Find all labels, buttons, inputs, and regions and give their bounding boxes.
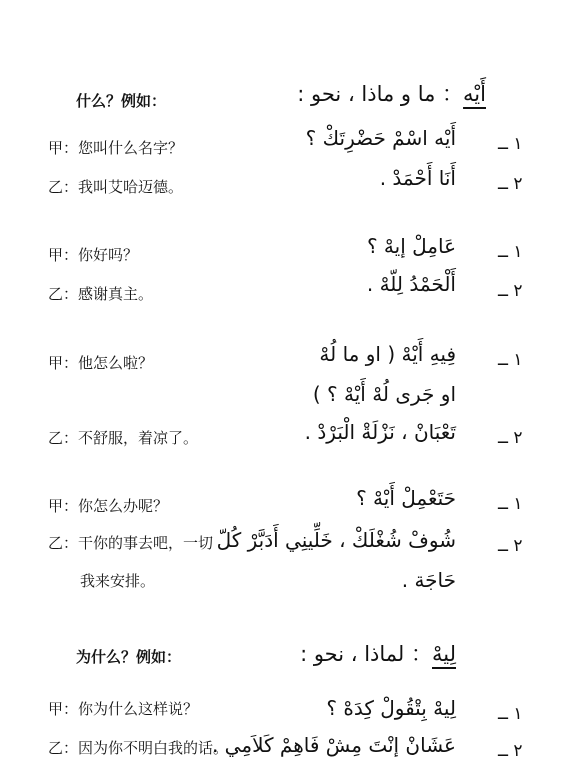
section1-zh-heading: 什么？例如： [76, 92, 167, 110]
section2-zh-heading: 为什么？例如： [76, 648, 182, 666]
dialogue3-a-number: ١ ــ [498, 350, 523, 370]
dialogue5-a-number: ١ ــ [498, 704, 523, 724]
section2-ar-keyword: لِيهْ [432, 642, 456, 666]
dialogue4-b-zh-continued: 我来安排。 [80, 572, 156, 590]
dialogue3-a-ar-continued: او جَرى لُهْ أَيْهْ ؟ ) [312, 382, 456, 406]
dialogue5-b-zh: 乙：因为你不明白我的话。 [48, 739, 229, 757]
section1-ar-keyword: أَيْه [463, 82, 486, 106]
dialogue4-a-number: ١ ــ [498, 494, 523, 514]
dialogue2-b-ar: أَلْحَمْدُ لِلّهْ . [366, 272, 456, 296]
section1-ar-heading-rest: ： ما و ماذا ، نحو : [297, 82, 464, 106]
dialogue2-b-zh: 乙：感谢真主。 [48, 285, 154, 303]
dialogue3-b-number: ٢ ــ [498, 428, 523, 448]
dialogue3-a-zh: 甲：他怎么啦？ [48, 354, 154, 372]
dialogue2-b-number: ٢ ــ [498, 281, 523, 301]
dialogue5-b-number: ٢ ــ [498, 741, 523, 761]
dialogue3-b-zh: 乙：不舒服，着凉了。 [48, 429, 199, 447]
dialogue1-a-zh: 甲：您叫什么名字？ [48, 139, 184, 157]
dialogue2-a-ar: عَامِلْ إيهْ ؟ [366, 234, 456, 258]
dialogue2-a-zh: 甲：你好吗？ [48, 246, 139, 264]
dialogue4-a-zh: 甲：你怎么办呢？ [48, 497, 169, 515]
dialogue1-b-ar: أَنَا أَحْمَدْ . [379, 166, 456, 190]
dialogue5-a-ar: لِيهْ بِتْقُولْ كِدَهْ ؟ [326, 696, 456, 720]
dialogue1-b-zh: 乙：我叫艾哈迈德。 [48, 178, 184, 196]
dialogue1-a-ar: أَيْه اسْمْ حَضْرِتَكْ ؟ [305, 126, 456, 150]
dialogue5-b-ar: عَشَانْ إنْتَ مِشْ فَاهِمْ كَلاَمِي . [211, 733, 456, 757]
dialogue3-b-ar: تَعْبَانْ ، نَزْلَةْ الْبَرْدْ . [304, 420, 456, 444]
dialogue5-a-zh: 甲：你为什么这样说？ [48, 700, 199, 718]
section1-ar-heading [297, 78, 486, 108]
dialogue3-a-ar: فِيهِ أَيْهْ ( او ما لُهْ [319, 342, 456, 366]
dialogue1-a-number: ١ ــ [498, 134, 523, 154]
section2-ar-heading [300, 638, 456, 668]
dialogue4-b-ar-continued: حَاجَة . [401, 568, 456, 592]
dialogue4-b-zh: 乙：干你的事去吧，一切 [48, 534, 214, 552]
dialogue2-a-number: ١ ــ [498, 242, 523, 262]
dialogue4-a-ar: حَتَعْمِلْ أَيْهْ ؟ [356, 486, 456, 510]
section2-ar-heading-rest: ： لماذا ، نحو : [300, 642, 432, 666]
dialogue1-b-number: ٢ ــ [498, 174, 523, 194]
dialogue4-b-ar: شُوفْ شُغْلَكْ ، خَلِّينِي أَدَبَّرْ كُلّ [216, 528, 456, 552]
dialogue4-b-number: ٢ ــ [498, 536, 523, 556]
